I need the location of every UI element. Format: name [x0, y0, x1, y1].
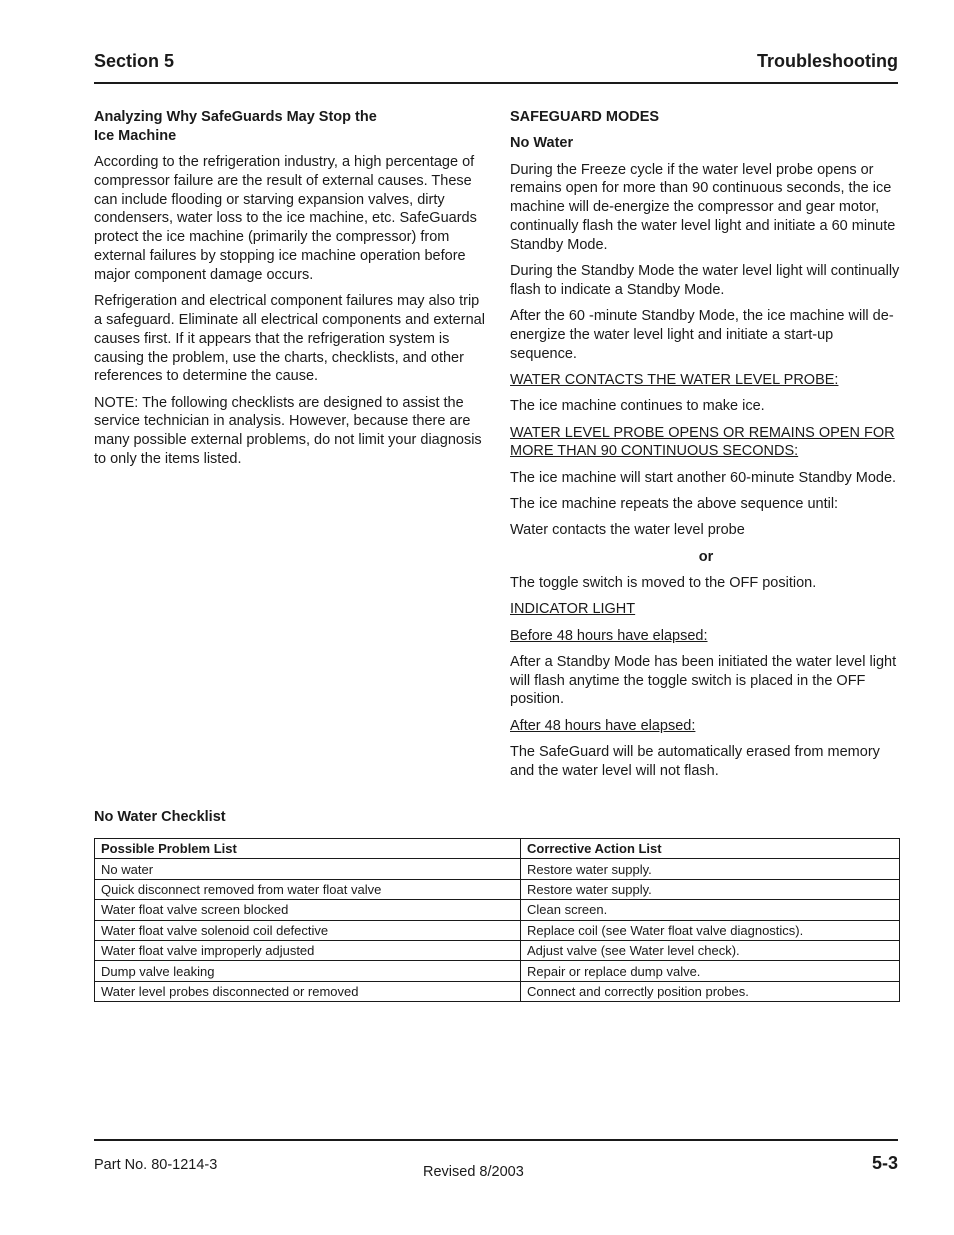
problem-cell: Water level probes disconnected or removed	[95, 981, 521, 1001]
section-label: Section 5	[94, 51, 175, 71]
table-row	[95, 981, 900, 1001]
table-row	[95, 940, 900, 960]
table-row	[95, 961, 900, 981]
left-heading-line1: Analyzing Why SafeGuards May Stop the	[94, 109, 377, 125]
problem-cell: Water float valve improperly adjusted	[95, 940, 521, 960]
before-48-hours-label: Before 48 hours have elapsed:	[510, 627, 708, 644]
right-paragraph-9: After a Standby Mode has been initiated the water level light will flash anytime the toggle switch is placed in the OFF position.	[510, 653, 897, 708]
action-cell: Clean screen.	[521, 900, 900, 920]
left-paragraph-1: According to the refrigeration industry, a high percentage of compressor failure are the result of external causes. These can include flooding or starving expansion valves, dirty condensers, water loss to the ice machine, etc. SafeGuards protect the ice machine (primarily the compressor) from external failures by stopping ice machine operation before major component damage occurs.	[94, 154, 477, 283]
problem-cell: Dump valve leaking	[95, 961, 521, 981]
left-paragraph-2: Refrigeration and electrical component failures may also trip a safeguard. Eliminate all electrical components and external causes first. If it appears that the refrigeration system is causing the problem, use the charts, checklists, and other references to determine the cause.	[94, 293, 485, 385]
table-row	[95, 859, 900, 879]
no-water-subheading: No Water	[510, 135, 574, 152]
action-cell: Adjust valve (see Water level check).	[521, 940, 900, 960]
table-row	[95, 900, 900, 920]
problem-cell: Water float valve screen blocked	[95, 900, 521, 920]
left-heading	[94, 108, 486, 146]
right-paragraph-7: Water contacts the water level probe	[510, 522, 745, 539]
table-header-row	[95, 839, 900, 859]
action-cell: Repair or replace dump valve.	[521, 961, 900, 981]
column-header-action: Corrective Action List	[521, 839, 900, 859]
right-paragraph-4: The ice machine continues to make ice.	[510, 398, 765, 415]
right-paragraph-10: The SafeGuard will be automatically erased from memory and the water level will not flash.	[510, 744, 880, 779]
left-column	[94, 108, 486, 476]
safeguard-modes-heading: SAFEGUARD MODES	[510, 109, 660, 125]
problem-cell: Quick disconnect removed from water float valve	[95, 879, 521, 899]
right-paragraph-1: During the Freeze cycle if the water level probe opens or remains open for more than 90 continuous seconds, the ice machine will de-energize the compressor and gear motor, continually flash the water level light and initiate a 60 minute Standby Mode.	[510, 161, 896, 253]
page-number: 5-3	[871, 1153, 898, 1173]
indicator-light-label: INDICATOR LIGHT	[510, 601, 636, 618]
problem-cell: Water float valve solenoid coil defective	[95, 920, 521, 940]
right-paragraph-5: The ice machine will start another 60-minute Standby Mode.	[510, 469, 897, 486]
right-paragraph-3: After the 60 -minute Standby Mode, the ice machine will de-energize the water level light and initiate a start-up sequence.	[510, 308, 894, 362]
right-column	[510, 108, 902, 788]
action-cell: Restore water supply.	[521, 859, 900, 879]
or-label: or	[698, 548, 714, 565]
footer-rule	[94, 1139, 898, 1141]
table-row	[95, 920, 900, 940]
left-heading-line2: Ice Machine	[94, 127, 177, 144]
action-cell: Restore water supply.	[521, 879, 900, 899]
revised-date: Revised 8/2003	[423, 1164, 524, 1180]
right-paragraph-2: During the Standby Mode the water level light will continually flash to indicate a Standby Mode.	[510, 263, 900, 298]
checklist-title: No Water Checklist	[94, 809, 226, 825]
right-paragraph-6: The ice machine repeats the above sequence until:	[510, 496, 839, 513]
action-cell: Replace coil (see Water float valve diagnostics).	[521, 920, 900, 940]
probe-opens-label: WATER LEVEL PROBE OPENS OR REMAINS OPEN FOR MORE THAN 90 CONTINUOUS SECONDS:	[510, 424, 895, 460]
left-paragraph-3: NOTE: The following checklists are designed to assist the service technician in analysis. However, because there are many possible external problems, do not limit your diagnosis to only the items listed.	[94, 394, 482, 468]
part-number: Part No. 80-1214-3	[94, 1157, 218, 1173]
column-header-problem: Possible Problem List	[95, 839, 521, 859]
problem-cell: No water	[95, 859, 521, 879]
water-contacts-probe-label: WATER CONTACTS THE WATER LEVEL PROBE:	[510, 372, 839, 389]
after-48-hours-label: After 48 hours have elapsed:	[510, 717, 696, 734]
page-title: Troubleshooting	[757, 51, 898, 71]
header-rule	[94, 82, 898, 84]
action-cell: Connect and correctly position probes.	[521, 981, 900, 1001]
no-water-checklist-table	[94, 838, 900, 1002]
table-row	[95, 879, 900, 899]
right-paragraph-8: The toggle switch is moved to the OFF position.	[510, 574, 817, 591]
